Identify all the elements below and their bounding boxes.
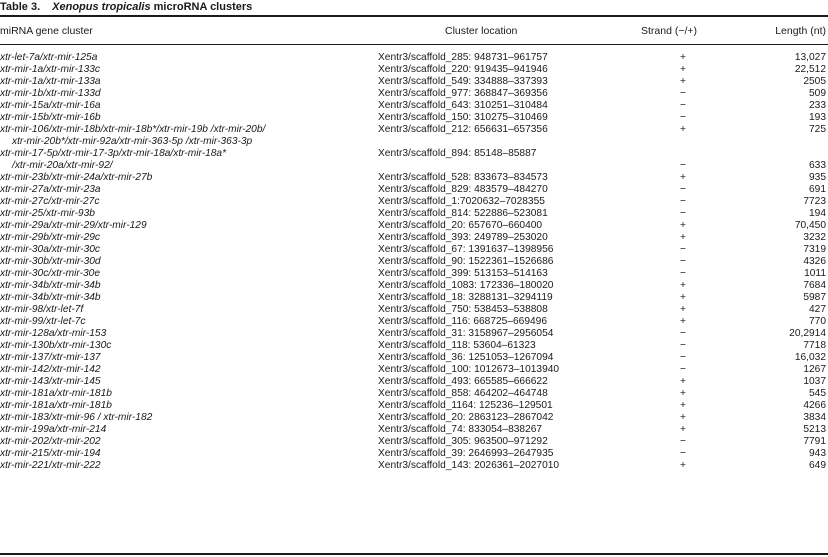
strand-cell: +: [680, 424, 686, 435]
gene-cluster-name: xtr-mir-215/xtr-mir-194: [0, 448, 101, 459]
strand-cell: +: [680, 220, 686, 231]
gene-cluster-name: xtr-mir-34b/xtr-mir-34b: [0, 280, 101, 291]
gene-cluster-name: xtr-mir-15a/xtr-mir-16a: [0, 100, 101, 111]
strand-cell: −: [680, 340, 686, 351]
strand-cell: −: [680, 328, 686, 339]
strand-cell: +: [680, 460, 686, 471]
gene-cluster-name: xtr-mir-29a/xtr-mir-29/xtr-mir-129: [0, 220, 147, 231]
gene-cluster-name: xtr-mir-181a/xtr-mir-181b: [0, 388, 112, 399]
strand-cell: +: [680, 64, 686, 75]
cluster-location-cell: Xentr3/scaffold_285: 948731–961757: [378, 52, 548, 63]
species-name: Xenopus tropicalis: [52, 1, 151, 13]
length-cell: 649: [809, 460, 826, 471]
strand-cell: −: [680, 184, 686, 195]
cluster-location-cell: Xentr3/scaffold_399: 513153–514163: [378, 268, 548, 279]
table-row: [0, 76, 828, 88]
strand-cell: −: [680, 196, 686, 207]
strand-cell: +: [680, 316, 686, 327]
gene-cluster-name: xtr-mir-27a/xtr-mir-23a: [0, 184, 101, 195]
gene-cluster-cell: [0, 100, 101, 112]
strand-cell: −: [680, 160, 686, 171]
length-cell: 509: [809, 88, 826, 99]
gene-cluster-cell: [0, 436, 101, 448]
length-cell: 233: [809, 100, 826, 111]
table-row: [0, 124, 828, 148]
table-row: [0, 340, 828, 352]
gene-cluster-cell: [0, 52, 97, 64]
length-cell: 7684: [803, 280, 826, 291]
length-cell: 70,450: [794, 220, 826, 231]
gene-cluster-cell: [0, 292, 101, 304]
table-row: [0, 184, 828, 196]
length-cell: 633: [809, 160, 826, 171]
cluster-location-cell: Xentr3/scaffold_829: 483579–484270: [378, 184, 548, 195]
gene-cluster-name: xtr-mir-202/xtr-mir-202: [0, 436, 101, 447]
cluster-location-cell: Xentr3/scaffold_1:7020632–7028355: [378, 196, 545, 207]
cluster-location-cell: Xentr3/scaffold_1164: 125236–129501: [378, 400, 553, 411]
header-cluster-location: Cluster location: [445, 25, 518, 37]
gene-cluster-cell: [0, 76, 101, 88]
strand-cell: +: [680, 292, 686, 303]
gene-cluster-cell: [0, 124, 265, 148]
strand-cell: −: [680, 448, 686, 459]
length-cell: 193: [809, 112, 826, 123]
header-gene-cluster: miRNA gene cluster: [0, 25, 93, 37]
gene-cluster-cell: [0, 208, 95, 220]
cluster-location-cell: Xentr3/scaffold_750: 538453–538808: [378, 304, 548, 315]
length-cell: 545: [809, 388, 826, 399]
top-rule: [0, 15, 828, 17]
table-row: [0, 400, 828, 412]
table-row: [0, 292, 828, 304]
table-row: [0, 388, 828, 400]
length-cell: 943: [809, 448, 826, 459]
table-row: [0, 232, 828, 244]
cluster-location-cell: Xentr3/scaffold_393: 249789–253020: [378, 232, 548, 243]
cluster-location-cell: Xentr3/scaffold_220: 919435–941946: [378, 64, 548, 75]
strand-cell: +: [680, 400, 686, 411]
cluster-location-cell: Xentr3/scaffold_305: 963500–971292: [378, 436, 548, 447]
strand-cell: +: [680, 124, 686, 135]
gene-cluster-cell: [0, 184, 101, 196]
table-row: [0, 244, 828, 256]
length-cell: 1037: [803, 376, 826, 387]
gene-cluster-name: xtr-mir-1a/xtr-mir-133c: [0, 64, 101, 75]
cluster-location-cell: Xentr3/scaffold_894: 85148–85887: [378, 148, 537, 159]
length-cell: 7718: [803, 340, 826, 351]
cluster-location-cell: Xentr3/scaffold_20: 2863123–2867042: [378, 412, 554, 423]
gene-cluster-cell: [0, 316, 85, 328]
table-row: [0, 172, 828, 184]
gene-cluster-name: xtr-mir-99/xtr-let-7c: [0, 316, 86, 327]
gene-cluster-name-continued: xtr-mir-20b*/xtr-mir-92a/xtr-mir-363-5p /xtr-mir-363-3p: [12, 136, 253, 147]
length-cell: 427: [809, 304, 826, 315]
table-row: [0, 352, 828, 364]
table-row: [0, 208, 828, 220]
table-row: [0, 304, 828, 316]
table-row: [0, 280, 828, 292]
header-rule: [0, 44, 828, 45]
strand-cell: −: [680, 268, 686, 279]
gene-cluster-name: xtr-mir-23b/xtr-mir-24a/xtr-mir-27b: [0, 172, 153, 183]
cluster-location-cell: Xentr3/scaffold_643: 310251–310484: [378, 100, 548, 111]
length-cell: 1011: [804, 268, 826, 279]
length-cell: 16,032: [794, 352, 826, 363]
cluster-location-cell: Xentr3/scaffold_493: 665585–666622: [378, 376, 548, 387]
table-title: microRNA clusters: [150, 1, 253, 13]
gene-cluster-cell: [0, 256, 101, 268]
length-cell: 20,2914: [789, 328, 826, 339]
header-strand: Strand (−/+): [641, 25, 698, 37]
cluster-location-cell: Xentr3/scaffold_31: 3158967–2956054: [378, 328, 554, 339]
gene-cluster-name: xtr-mir-27c/xtr-mir-27c: [0, 196, 100, 207]
gene-cluster-cell: [0, 448, 101, 460]
table-row: [0, 268, 828, 280]
strand-cell: −: [680, 244, 686, 255]
gene-cluster-name-continued: /xtr-mir-20a/xtr-mir-92/: [12, 160, 113, 171]
strand-cell: −: [680, 100, 686, 111]
table-row: [0, 148, 828, 172]
gene-cluster-name: xtr-mir-25/xtr-mir-93b: [0, 208, 95, 219]
gene-cluster-cell: [0, 196, 99, 208]
table-number: Table 3.: [0, 1, 41, 13]
strand-cell: +: [680, 304, 686, 315]
gene-cluster-cell: [0, 280, 101, 292]
table-row: [0, 256, 828, 268]
table-row: [0, 412, 828, 424]
gene-cluster-cell: [0, 172, 152, 184]
length-cell: 7723: [803, 196, 826, 207]
cluster-location-cell: Xentr3/scaffold_858: 464202–464748: [378, 388, 548, 399]
gene-cluster-cell: [0, 424, 106, 436]
gene-cluster-name: xtr-mir-130b/xtr-mir-130c: [0, 340, 112, 351]
gene-cluster-cell: [0, 460, 101, 472]
cluster-location-cell: Xentr3/scaffold_36: 1251053–1267094: [378, 352, 554, 363]
table-row: [0, 112, 828, 124]
gene-cluster-name: xtr-mir-128a/xtr-mir-153: [0, 328, 107, 339]
gene-cluster-cell: [0, 244, 100, 256]
gene-cluster-cell: [0, 112, 101, 124]
cluster-location-cell: Xentr3/scaffold_549: 334888–337393: [378, 76, 548, 87]
cluster-location-cell: Xentr3/scaffold_118: 53604–61323: [378, 340, 536, 351]
bottom-rule: [0, 553, 828, 555]
gene-cluster-name: xtr-mir-221/xtr-mir-222: [0, 460, 101, 471]
gene-cluster-name: xtr-mir-30a/xtr-mir-30c: [0, 244, 101, 255]
length-cell: 4326: [803, 256, 826, 267]
length-cell: 7319: [803, 244, 826, 255]
gene-cluster-cell: [0, 220, 147, 232]
gene-cluster-name: xtr-mir-30b/xtr-mir-30d: [0, 256, 101, 267]
table-row: [0, 220, 828, 232]
strand-cell: −: [680, 208, 686, 219]
length-cell: 3232: [803, 232, 826, 243]
strand-cell: −: [680, 364, 686, 375]
cluster-location-cell: Xentr3/scaffold_212: 656631–657356: [378, 124, 548, 135]
length-cell: 13,027: [794, 52, 826, 63]
table-row: [0, 316, 828, 328]
cluster-location-cell: Xentr3/scaffold_18: 3288131–3294119: [378, 292, 553, 303]
gene-cluster-cell: [0, 64, 100, 76]
strand-cell: +: [680, 412, 686, 423]
length-cell: 770: [809, 316, 826, 327]
table-row: [0, 100, 828, 112]
gene-cluster-name: xtr-mir-106/xtr-mir-18b/xtr-mir-18b*/xtr-mir-19b /xtr-mir-20b/: [0, 124, 266, 135]
cluster-location-cell: Xentr3/scaffold_39: 2646993–2647935: [378, 448, 554, 459]
gene-cluster-name: xtr-mir-98/xtr-let-7f: [0, 304, 84, 315]
table-row: [0, 376, 828, 388]
gene-cluster-cell: [0, 328, 106, 340]
length-cell: 22,512: [794, 64, 826, 75]
strand-cell: +: [680, 280, 686, 291]
gene-cluster-name: xtr-mir-137/xtr-mir-137: [0, 352, 101, 363]
gene-cluster-cell: [0, 400, 112, 412]
table-row: [0, 196, 828, 208]
length-cell: 194: [809, 208, 826, 219]
gene-cluster-cell: [0, 232, 100, 244]
length-cell: 3834: [803, 412, 826, 423]
length-cell: 2505: [803, 76, 826, 87]
gene-cluster-cell: [0, 304, 83, 316]
cluster-location-cell: Xentr3/scaffold_67: 1391637–1398956: [378, 244, 554, 255]
table-body: [0, 52, 828, 472]
gene-cluster-cell: [0, 376, 101, 388]
cluster-location-cell: Xentr3/scaffold_116: 668725–669496: [378, 316, 547, 327]
gene-cluster-name: xtr-mir-142/xtr-mir-142: [0, 364, 101, 375]
gene-cluster-name: xtr-mir-17-5p/xtr-mir-17-3p/xtr-mir-18a/xtr-mir-18a*: [0, 148, 227, 159]
cluster-location-cell: Xentr3/scaffold_143: 2026361–2027010: [378, 460, 560, 471]
table-row: [0, 88, 828, 100]
gene-cluster-name: xtr-mir-29b/xtr-mir-29c: [0, 232, 101, 243]
gene-cluster-cell: [0, 412, 152, 424]
gene-cluster-name: xtr-mir-1a/xtr-mir-133a: [0, 76, 101, 87]
gene-cluster-cell: [0, 364, 101, 376]
strand-cell: −: [680, 88, 686, 99]
cluster-location-cell: Xentr3/scaffold_977: 368847–369356: [378, 88, 548, 99]
cluster-location-cell: Xentr3/scaffold_74: 833054–838267: [378, 424, 543, 435]
gene-cluster-cell: [0, 352, 101, 364]
cluster-location-cell: Xentr3/scaffold_20: 657670–660400: [378, 220, 543, 231]
gene-cluster-name: xtr-mir-181a/xtr-mir-181b: [0, 400, 112, 411]
strand-cell: +: [680, 52, 686, 63]
strand-cell: +: [680, 388, 686, 399]
table-row: [0, 448, 828, 460]
strand-cell: −: [680, 436, 686, 447]
table-row: [0, 436, 828, 448]
gene-cluster-cell: [0, 268, 100, 280]
table-row: [0, 328, 828, 340]
length-cell: 7791: [803, 436, 826, 447]
cluster-location-cell: Xentr3/scaffold_100: 1012673–1013940: [378, 364, 560, 375]
cluster-location-cell: Xentr3/scaffold_528: 833673–834573: [378, 172, 548, 183]
length-cell: 691: [809, 184, 826, 195]
gene-cluster-name: xtr-mir-34b/xtr-mir-34b: [0, 292, 101, 303]
cluster-location-cell: Xentr3/scaffold_150: 310275–310469: [378, 112, 548, 123]
strand-cell: +: [680, 376, 686, 387]
gene-cluster-cell: [0, 340, 111, 352]
table-caption: [0, 0, 252, 14]
strand-cell: +: [680, 232, 686, 243]
gene-cluster-name: xtr-mir-143/xtr-mir-145: [0, 376, 101, 387]
strand-cell: +: [680, 76, 686, 87]
length-cell: 4266: [803, 400, 826, 411]
length-cell: 935: [809, 172, 826, 183]
strand-cell: −: [680, 256, 686, 267]
cluster-location-cell: Xentr3/scaffold_814: 522886–523081: [378, 208, 548, 219]
table-row: [0, 424, 828, 436]
table-header: [0, 25, 828, 38]
cluster-location-cell: Xentr3/scaffold_90: 1522361–1526686: [378, 256, 554, 267]
gene-cluster-name: xtr-let-7a/xtr-mir-125a: [0, 52, 98, 63]
gene-cluster-name: xtr-mir-183/xtr-mir-96 / xtr-mir-182: [0, 412, 153, 423]
gene-cluster-cell: [0, 148, 226, 172]
gene-cluster-cell: [0, 88, 101, 100]
gene-cluster-name: xtr-mir-1b/xtr-mir-133d: [0, 88, 101, 99]
strand-cell: −: [680, 352, 686, 363]
table-row: [0, 460, 828, 472]
gene-cluster-name: xtr-mir-199a/xtr-mir-214: [0, 424, 107, 435]
table-row: [0, 52, 828, 64]
strand-cell: −: [680, 112, 686, 123]
table-row: [0, 364, 828, 376]
cluster-location-cell: Xentr3/scaffold_1083: 172336–180020: [378, 280, 554, 291]
header-length: Length (nt): [775, 25, 826, 37]
length-cell: 1267: [803, 364, 826, 375]
gene-cluster-name: xtr-mir-15b/xtr-mir-16b: [0, 112, 101, 123]
table-row: [0, 64, 828, 76]
length-cell: 5987: [803, 292, 826, 303]
gene-cluster-name: xtr-mir-30c/xtr-mir-30e: [0, 268, 101, 279]
length-cell: 725: [809, 124, 826, 135]
strand-cell: +: [680, 172, 686, 183]
gene-cluster-cell: [0, 388, 112, 400]
length-cell: 5213: [803, 424, 826, 435]
